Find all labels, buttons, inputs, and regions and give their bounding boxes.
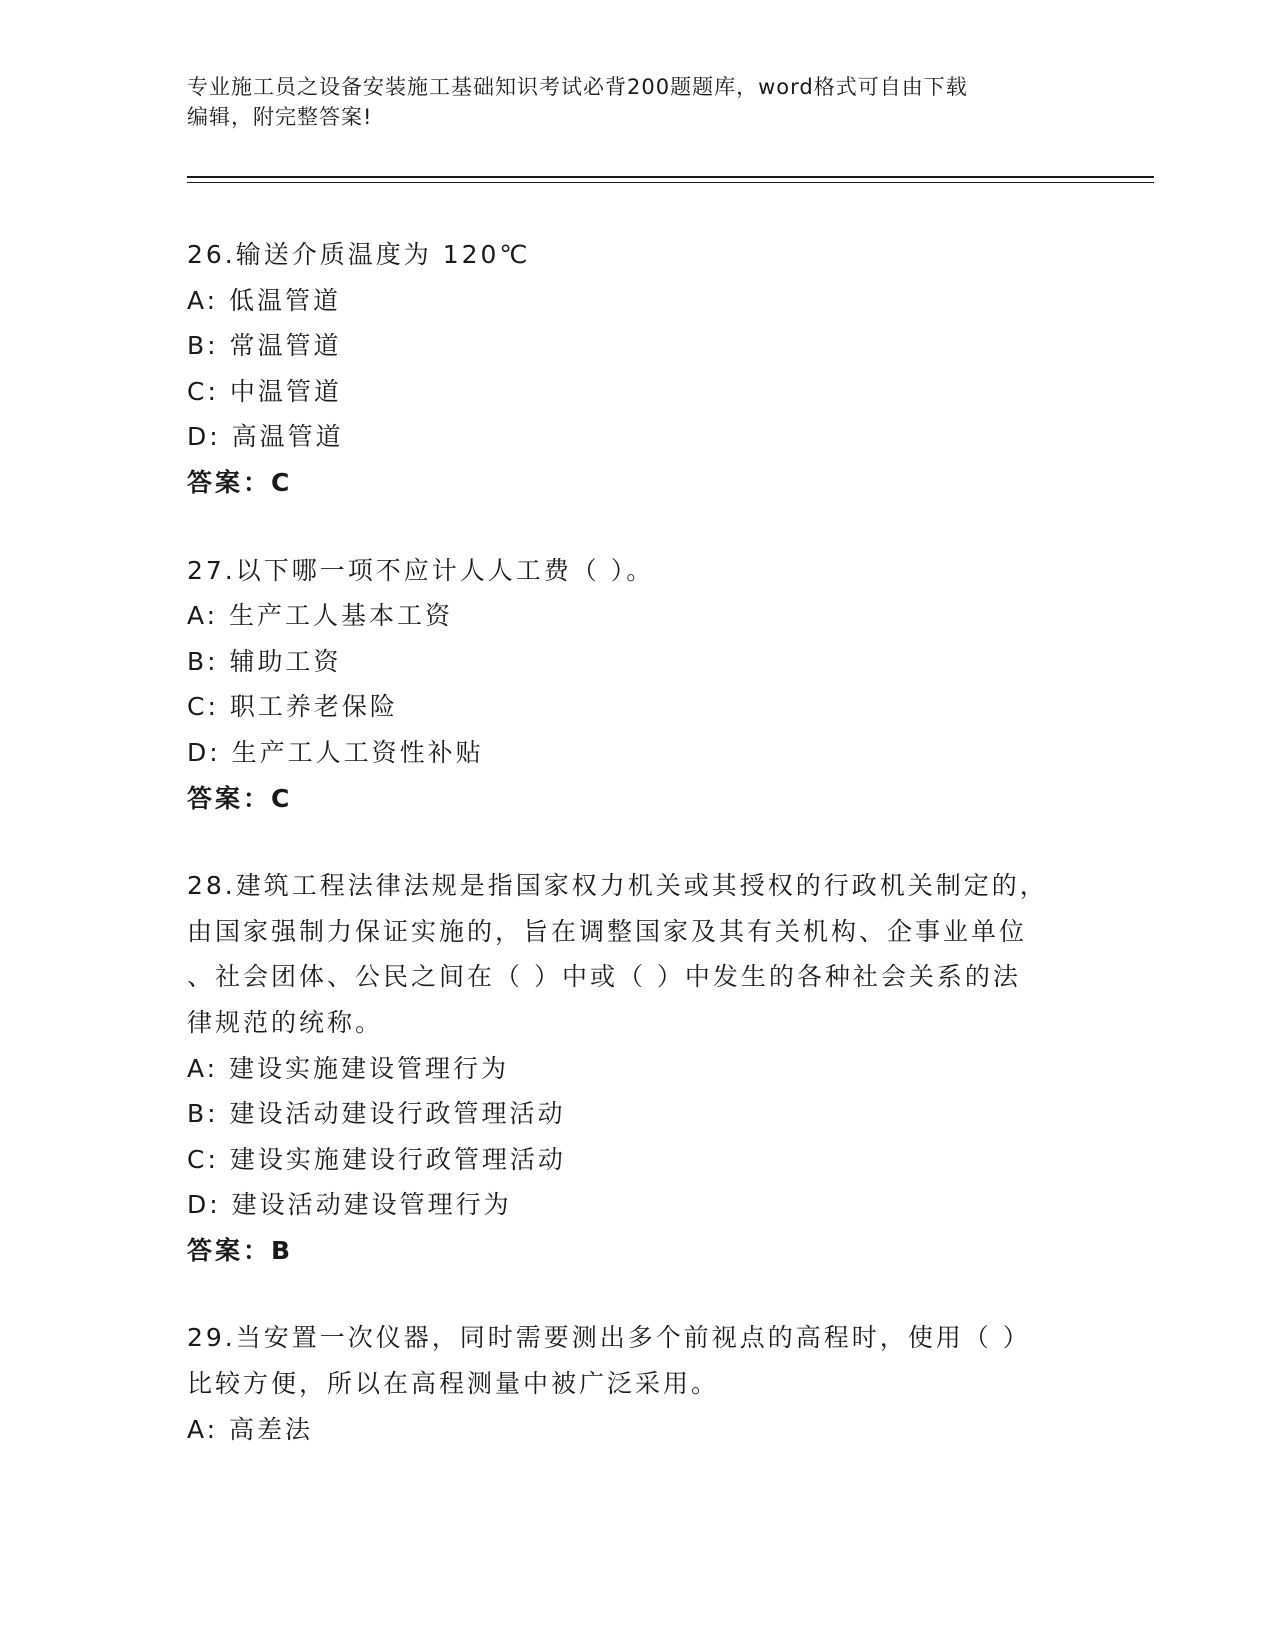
header-title-line: 编辑，附完整答案! [187,105,373,129]
answer: 答案：C [187,467,293,497]
question-text: 27.以下哪一项不应计人人工费（ ）。 [187,555,655,585]
question-list [187,232,1147,1494]
document-header [187,72,1087,132]
question-28 [187,863,1147,1273]
answer: 答案：C [187,783,293,813]
option-a: A: 建设实施建设管理行为 [187,1053,510,1083]
option-a: A: 生产工人基本工资 [187,601,454,631]
header-title-line: 专业施工员之设备安装施工基础知识考试必背200题题库，word格式可自由下载 [187,75,968,99]
option-b: B: 辅助工资 [187,646,342,676]
question-text: 28.建筑工程法律法规是指国家权力机关或其授权的行政机关制定的， [187,871,1048,901]
question-text: 29.当安置一次仪器，同时需要测出多个前视点的高程时，使用（ ） [187,1323,1031,1353]
question-26 [187,232,1147,506]
header-divider [187,182,1154,183]
header-divider [187,176,1154,178]
question-text: 比较方便，所以在高程测量中被广泛采用。 [187,1369,720,1399]
option-d: D: 高温管道 [187,422,344,452]
question-text: 26.输送介质温度为 120℃ [187,240,531,269]
option-c: C: 职工养老保险 [187,692,398,722]
question-text: 由国家强制力保证实施的，旨在调整国家及其有关机构、企事业单位 [187,916,1028,946]
question-27 [187,548,1147,822]
option-b: B: 建设活动建设行政管理活动 [187,1099,566,1129]
option-d: D: 建设活动建设管理行为 [187,1190,512,1220]
option-b: B: 常温管道 [187,331,342,361]
option-a: A: 低温管道 [187,285,342,315]
option-c: C: 中温管道 [187,376,342,406]
option-a: A: 高差法 [187,1414,314,1444]
question-text: 、社会团体、公民之间在（ ）中或（ ）中发生的各种社会关系的法 [187,962,1021,992]
option-d: D: 生产工人工资性补贴 [187,737,484,767]
question-29 [187,1315,1147,1452]
question-text: 律规范的统称。 [187,1007,384,1037]
answer: 答案：B [187,1235,294,1265]
option-c: C: 建设实施建设行政管理活动 [187,1144,566,1174]
